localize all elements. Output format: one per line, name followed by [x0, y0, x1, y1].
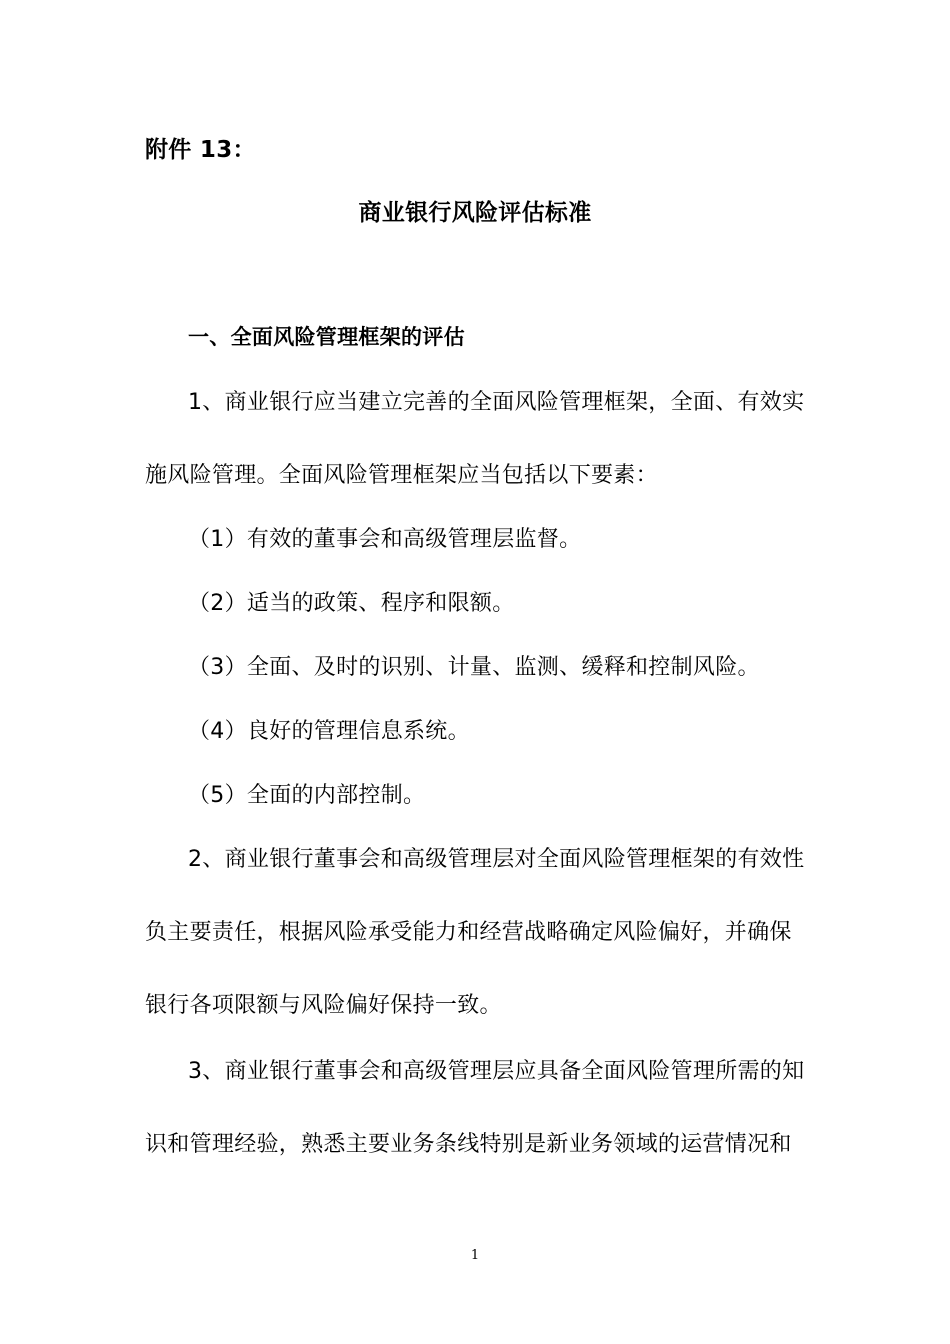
paragraph-1-line-1: 1、商业银行应当建立完善的全面风险管理框架，全面、有效实	[188, 390, 805, 415]
paragraph-2-line-2: 负主要责任，根据风险承受能力和经营战略确定风险偏好，并确保	[145, 920, 792, 945]
list-item-5: （5）全面的内部控制。	[188, 783, 426, 808]
list-item-2: （2）适当的政策、程序和限额。	[188, 591, 515, 616]
paragraph-1-line-2: 施风险管理。全面风险管理框架应当包括以下要素：	[145, 463, 658, 488]
list-item-3: （3）全面、及时的识别、计量、监测、缓释和控制风险。	[188, 655, 760, 680]
paragraph-3-line-2: 识和管理经验，熟悉主要业务条线特别是新业务领域的运营情况和	[145, 1132, 792, 1157]
attachment-label: 附件 13：	[145, 137, 256, 163]
section-heading: 一、全面风险管理框架的评估	[188, 325, 465, 349]
list-item-4: （4）良好的管理信息系统。	[188, 719, 470, 744]
document-title: 商业银行风险评估标准	[358, 200, 592, 226]
list-item-1: （1）有效的董事会和高级管理层监督。	[188, 527, 582, 552]
paragraph-2-line-3: 银行各项限额与风险偏好保持一致。	[145, 993, 502, 1018]
page-number: 1	[470, 1248, 480, 1263]
paragraph-3-line-1: 3、商业银行董事会和高级管理层应具备全面风险管理所需的知	[188, 1059, 805, 1084]
paragraph-2-line-1: 2、商业银行董事会和高级管理层对全面风险管理框架的有效性	[188, 847, 805, 872]
